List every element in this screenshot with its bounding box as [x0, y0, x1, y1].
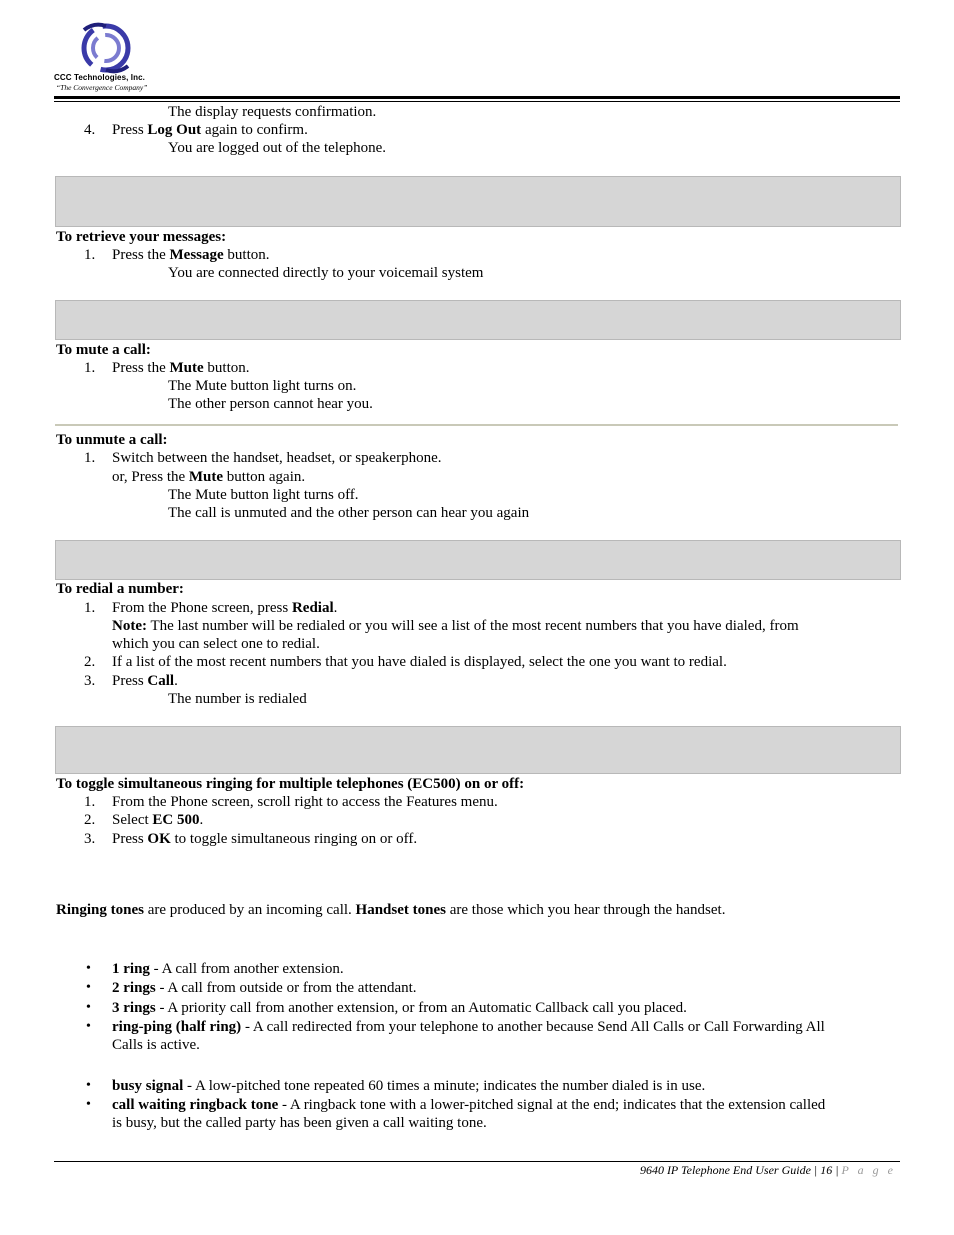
bullet-icon: • — [86, 1097, 91, 1112]
redial-step1-number: 1. — [84, 600, 96, 616]
redial-step3-number: 3. — [84, 673, 96, 689]
messages-step1: Press the Message button. — [112, 247, 270, 263]
section-heading-band — [55, 540, 901, 580]
bullet-icon: • — [86, 961, 91, 976]
mute-heading: To mute a call: — [56, 342, 151, 358]
mute-result-2: The other person cannot hear you. — [168, 396, 373, 412]
logout-step4-number: 4. — [84, 122, 96, 138]
section-heading-band — [55, 300, 901, 340]
ec500-step2-number: 2. — [84, 812, 96, 828]
mute-step1: Press the Mute button. — [112, 360, 250, 376]
unmute-result-1: The Mute button light turns off. — [168, 487, 359, 503]
company-name: CCC Technologies, Inc. — [54, 73, 145, 82]
unmute-or-step: or, Press the Mute button again. — [112, 469, 306, 485]
ec500-step1-number: 1. — [84, 794, 96, 810]
ec500-step3-number: 3. — [84, 831, 96, 847]
logout-result: You are logged out of the telephone. — [168, 140, 387, 156]
bullet-icon: • — [86, 1078, 91, 1093]
ec500-step1: From the Phone screen, scroll right to access the Features menu. — [112, 794, 498, 810]
section-heading-band — [55, 726, 901, 774]
mute-result-1: The Mute button light turns on. — [168, 378, 357, 394]
redial-result: The number is redialed — [168, 691, 307, 707]
footer-title: 9640 IP Telephone End User Guide — [639, 1163, 811, 1177]
ec500-step2: Select EC 500. — [112, 812, 204, 828]
footer-page-word: P a g e — [841, 1163, 896, 1177]
messages-result: You are connected directly to your voicemail system — [168, 265, 484, 281]
redial-heading: To redial a number: — [56, 581, 184, 597]
logout-confirm-text: The display requests confirmation. — [168, 104, 377, 120]
company-logo — [54, 20, 164, 96]
handset-item-1: busy signal - A low-pitched tone repeated 60 times a minute; indicates the number dialed is in use. — [112, 1078, 706, 1094]
ec500-heading: To toggle simultaneous ringing for multiple telephones (EC500) on or off: — [56, 776, 525, 792]
ringing-item-2: 2 rings - A call from outside or from the attendant. — [112, 980, 417, 996]
tones-intro: Ringing tones are produced by an incoming call. Handset tones are those which you hear through the handset. — [56, 902, 726, 918]
page-footer — [640, 1163, 896, 1178]
redial-step2-number: 2. — [84, 654, 96, 670]
ec500-step3: Press OK to toggle simultaneous ringing on or off. — [112, 831, 418, 847]
bullet-icon: • — [86, 1000, 91, 1015]
ringing-item-3: 3 rings - A priority call from another extension, or from an Automatic Callback call you placed. — [112, 1000, 687, 1016]
handset-item-2: call waiting ringback tone - A ringback tone with a lower-pitched signal at the end; indicates that the extension called — [112, 1097, 826, 1113]
section-divider — [55, 424, 898, 426]
swirl-logo-icon — [54, 20, 164, 76]
logout-step4: Press Log Out again to confirm. — [112, 122, 308, 138]
messages-heading: To retrieve your messages: — [56, 229, 227, 245]
page-number: 16 — [820, 1163, 833, 1177]
footer-separator: | — [813, 1163, 818, 1177]
header-rule-thin — [54, 101, 900, 102]
redial-note: Note: The last number will be redialed or you will see a list of the most recent numbers that you have dialed, from — [112, 618, 799, 634]
messages-step1-number: 1. — [84, 247, 96, 263]
header-rule-thick — [54, 96, 900, 99]
unmute-step1-number: 1. — [84, 450, 96, 466]
section-heading-band — [55, 176, 901, 227]
unmute-result-2: The call is unmuted and the other person can hear you again — [168, 505, 530, 521]
bullet-icon: • — [86, 980, 91, 995]
mute-step1-number: 1. — [84, 360, 96, 376]
footer-rule — [54, 1161, 900, 1162]
ringing-item-1: 1 ring - A call from another extension. — [112, 961, 344, 977]
redial-step1: From the Phone screen, press Redial. — [112, 600, 338, 616]
unmute-heading: To unmute a call: — [56, 432, 168, 448]
redial-step3: Press Call. — [112, 673, 178, 689]
company-tagline: “The Convergence Company” — [56, 83, 148, 92]
ringing-item-4-cont: Calls is active. — [112, 1037, 200, 1053]
redial-step2: If a list of the most recent numbers that you have dialed is displayed, select the one you want to redial. — [112, 654, 727, 670]
ringing-item-4: ring-ping (half ring) - A call redirected from your telephone to another because Send All Calls or Call Forwarding All — [112, 1019, 825, 1035]
handset-item-2-cont: is busy, but the called party has been given a call waiting tone. — [112, 1115, 487, 1131]
footer-separator: | — [835, 1163, 839, 1177]
redial-note-cont: which you can select one to redial. — [112, 636, 320, 652]
unmute-step1: Switch between the handset, headset, or speakerphone. — [112, 450, 442, 466]
bullet-icon: • — [86, 1019, 91, 1034]
